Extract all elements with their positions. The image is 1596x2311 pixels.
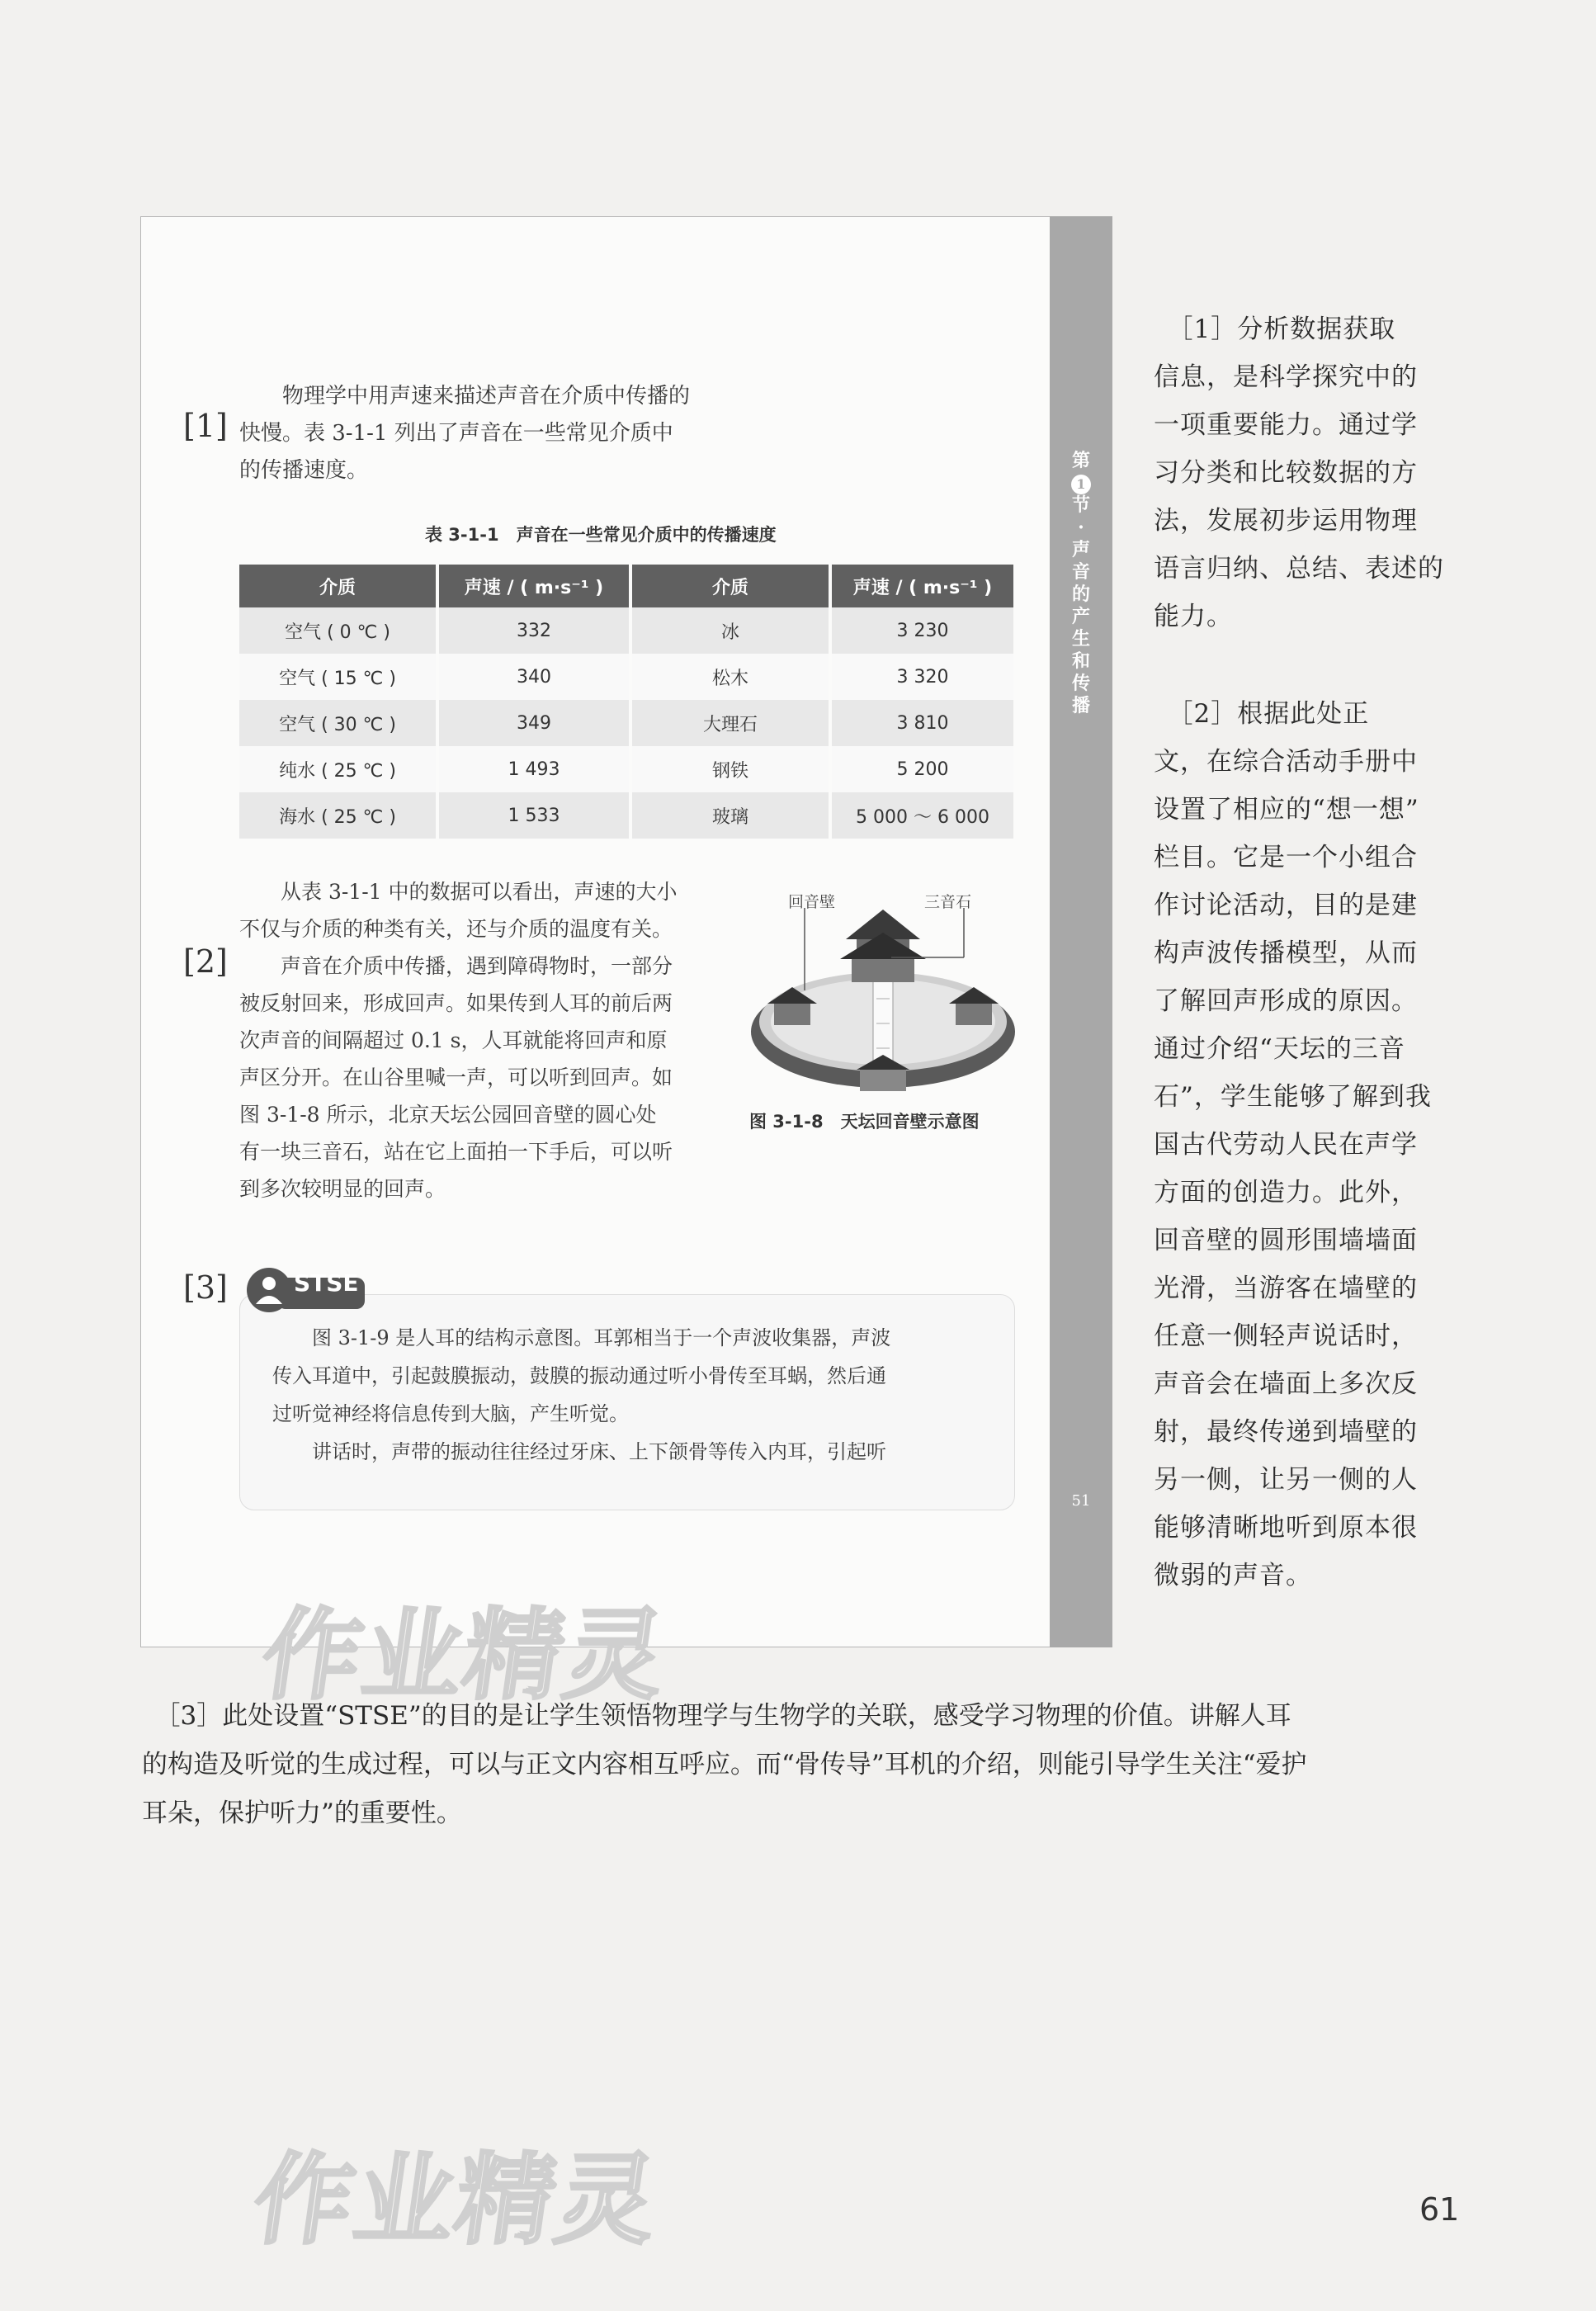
text-line: 有一块三音石，站在它上面拍一下手后，可以听 [239,1140,673,1164]
table-row [239,607,1013,654]
table-cell: 冰 [632,607,829,654]
text-line: 一项重要能力。通过学 [1154,410,1418,440]
text-line: 信息，是科学探究中的 [1154,362,1418,392]
text-line: 方面的创造力。此外， [1154,1178,1418,1207]
section-number-badge: 1 [1071,475,1091,494]
speed-table-wrapper [236,565,1017,839]
side-title-char: 播 [1071,695,1090,716]
table-header-cell: 声速 / ( m·s⁻¹ ) [832,565,1013,607]
text-line: 图 3-1-9 是人耳的结构示意图。耳郭相当于一个声波收集器，声波 [272,1326,891,1349]
text-line: 石”，学生能够了解到我 [1154,1082,1432,1112]
table-cell: 松木 [632,654,829,700]
text-line: 的传播速度。 [239,458,369,483]
side-title-char: 和 [1071,650,1090,672]
text-line: 另一侧，让另一侧的人 [1154,1465,1418,1495]
table-row [239,654,1013,700]
table-cell: 空气 ( 0 ℃ ) [239,607,436,654]
table-header-cell: 介质 [632,565,829,607]
text-line: 构声波传播模型，从而 [1154,938,1418,968]
table-row [239,746,1013,792]
side-title-char: 生 [1071,628,1090,650]
text-line: 声区分开。在山谷里喊一声，可以听到回声。如 [239,1066,673,1089]
text-line: 作讨论活动，目的是建 [1154,891,1418,920]
text-line: 栏目。它是一个小组合 [1154,843,1418,872]
text-line: 从表 3-1-1 中的数据可以看出，声速的大小 [239,880,678,904]
table-cell: 1 493 [439,746,629,792]
intro-paragraph [239,378,767,489]
text-line: 快慢。表 3-1-1 列出了声音在一些常见介质中 [239,421,673,446]
text-line: 射，最终传递到墙壁的 [1154,1417,1418,1447]
table-cell: 3 810 [832,700,1013,746]
text-line: 传入耳道中，引起鼓膜振动，鼓膜的振动通过听小骨传至耳蜗，然后通 [272,1364,886,1387]
text-line: 图 3-1-8 所示，北京天坛公园回音壁的圆心处 [239,1103,657,1127]
side-title-char: 产 [1071,606,1090,627]
marker-1: [1] [183,408,228,444]
table-header-row [239,565,1013,607]
text-line: 耳朵，保护听力”的重要性。 [142,1798,462,1828]
side-title-char: 音 [1071,561,1090,583]
text-line: 声音在介质中传播，遇到障碍物时，一部分 [239,954,673,978]
text-line: ［1］分析数据获取 [1154,314,1396,344]
text-line: 文，在综合活动手册中 [1154,747,1418,777]
table-row [239,700,1013,746]
table-caption: 表 3-1-1 声音在一些常见介质中的传播速度 [425,525,777,545]
text-line: ［2］根据此处正 [1154,699,1370,729]
table-cell: 空气 ( 15 ℃ ) [239,654,436,700]
table-cell: 钢铁 [632,746,829,792]
text-line: 讲话时，声带的振动往往经过牙床、上下颌骨等传入内耳，引起听 [272,1440,886,1463]
text-line: 任意一侧轻声说话时， [1154,1321,1418,1351]
table-cell: 349 [439,700,629,746]
text-line: 通过介绍“天坛的三音 [1154,1034,1405,1064]
table-cell: 纯水 ( 25 ℃ ) [239,746,436,792]
side-title-char: · [1078,517,1084,538]
text-line: 的构造及听觉的生成过程，可以与正文内容相互呼应。而“骨传导”耳机的介绍，则能引导学生关注“爱护 [142,1750,1307,1779]
table-cell: 1 533 [439,792,629,839]
echo-paragraph [239,873,744,1207]
table-cell: 3 230 [832,607,1013,654]
watermark: 作业精灵 [254,1599,674,1713]
margin-note-2 [1154,690,1467,1600]
watermark: 作业精灵 [246,2143,666,2258]
marker-2: [2] [183,943,228,980]
page-number: 61 [1419,2191,1460,2228]
text-line: 声音会在墙面上多次反 [1154,1369,1418,1399]
text-line: 语言归纳、总结、表述的 [1154,554,1444,584]
side-title-char: 的 [1071,584,1090,605]
text-line: 过听觉神经将信息传到大脑，产生听觉。 [272,1402,629,1425]
table-cell: 3 320 [832,654,1013,700]
table-header-cell: 介质 [239,565,436,607]
side-title-char: 节 [1071,494,1090,516]
table-cell: 5 000 ～ 6 000 [832,792,1013,839]
figure-label-echo-wall: 回音壁 [788,893,836,911]
text-line: 能够清晰地听到原本很 [1154,1513,1418,1543]
text-line: 到多次较明显的回声。 [239,1177,446,1201]
side-title-char: 传 [1071,673,1090,694]
text-line: ［3］此处设置“STSE”的目的是让学生领悟物理学与生物学的关联，感受学习物理的价值。讲解人耳 [142,1701,1291,1731]
text-line: 物理学中用声速来描述声音在介质中传播的 [282,384,691,409]
stse-text [272,1319,999,1471]
chapter-side-title [1063,450,1099,717]
speed-table [236,565,1017,839]
side-title-char: 第 [1071,450,1090,471]
table-cell: 海水 ( 25 ℃ ) [239,792,436,839]
figure-label-triple-sound-stone: 三音石 [924,893,972,911]
text-line: 习分类和比较数据的方 [1154,458,1418,488]
chapter-side-strip [1050,216,1112,1647]
table-cell: 332 [439,607,629,654]
bottom-note [142,1692,1454,1838]
side-title-char: 声 [1071,539,1090,560]
table-cell: 5 200 [832,746,1013,792]
text-line: 能力。 [1154,602,1233,631]
text-line: 不仅与介质的种类有关，还与介质的温度有关。 [239,917,673,941]
table-cell: 空气 ( 30 ℃ ) [239,700,436,746]
marker-3: [3] [183,1269,228,1306]
text-line: 回音壁的圆形围墙墙面 [1154,1226,1418,1255]
table-header-cell: 声速 / ( m·s⁻¹ ) [439,565,629,607]
text-line: 法，发展初步运用物理 [1154,506,1418,536]
echo-wall-illustration [743,908,1023,1099]
text-line: 国古代劳动人民在声学 [1154,1130,1418,1160]
table-cell: 大理石 [632,700,829,746]
table-cell: 340 [439,654,629,700]
text-line: 被反射回来，形成回声。如果传到人耳的前后两 [239,991,673,1015]
stse-badge-label: STSE [294,1269,359,1297]
text-line: 微弱的声音。 [1154,1561,1312,1590]
text-line: 了解回声形成的原因。 [1154,986,1418,1016]
margin-note-1 [1154,305,1467,640]
text-line: 设置了相应的“想一想” [1154,795,1419,825]
table-row [239,792,1013,839]
text-line: 次声音的间隔超过 0.1 s，人耳就能将回声和原 [239,1028,668,1052]
inner-page-number: 51 [1071,1492,1091,1510]
text-line: 光滑，当游客在墙壁的 [1154,1274,1418,1303]
table-cell: 玻璃 [632,792,829,839]
figure-caption: 图 3-1-8 天坛回音壁示意图 [749,1112,980,1132]
